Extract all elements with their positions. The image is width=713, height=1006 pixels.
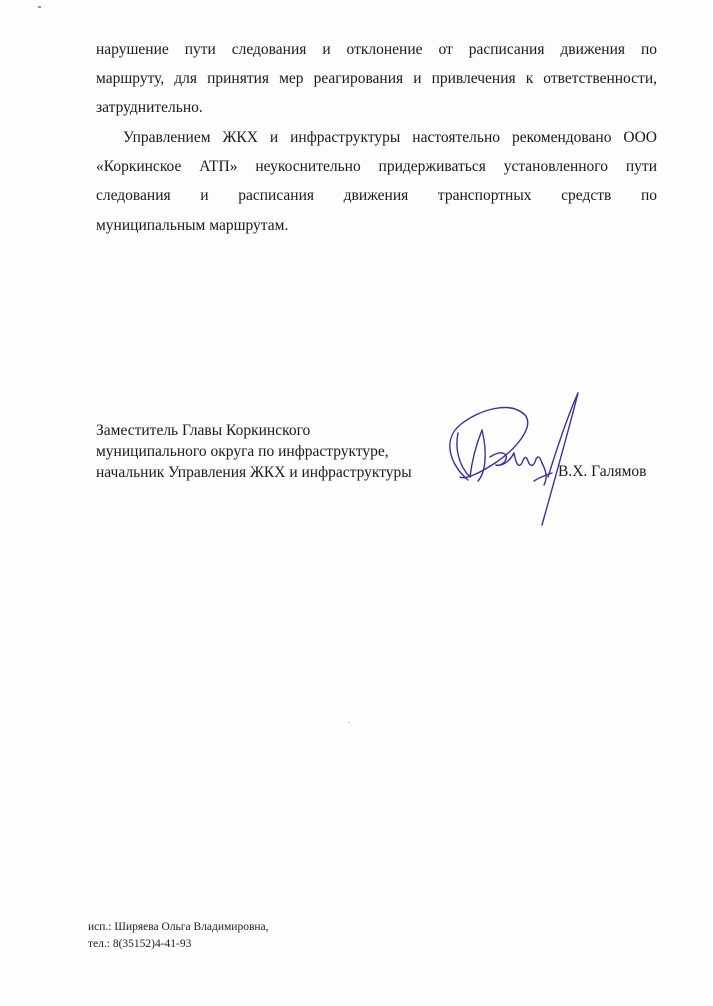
body-line: «Коркинское АТП» неукоснительно придерживаться установленного пути xyxy=(96,158,657,175)
scan-artifact xyxy=(348,722,350,723)
body-line: маршруту, для принятия мер реагирования и привлечения к ответственности, xyxy=(96,70,657,87)
signatory-title-line: муниципального округа по инфраструктуре, xyxy=(96,443,389,460)
scan-artifact xyxy=(38,6,41,8)
body-line: нарушение пути следования и отклонение от расписания движения по xyxy=(96,41,657,58)
signatory-title xyxy=(96,420,412,483)
body-line: следования и расписания движения транспортных средств по xyxy=(96,187,657,204)
signatory-title-line: начальник Управления ЖКХ и инфраструктуры xyxy=(96,464,412,481)
body-line: затруднительно. xyxy=(96,99,203,116)
executor-phone: тел.: 8(35152)4-41-93 xyxy=(88,938,192,950)
handwritten-signature xyxy=(430,385,590,535)
signatory-title-line: Заместитель Главы Коркинского xyxy=(96,422,311,439)
body-line: Управлением ЖКХ и инфраструктуры настоятельно рекомендовано ООО xyxy=(123,129,657,146)
signatory-name: В.Х. Галямов xyxy=(558,463,647,480)
body-line: муниципальным маршрутам. xyxy=(96,217,289,234)
executor-name: исп.: Ширяева Ольга Владимировна, xyxy=(88,921,269,933)
executor-footer xyxy=(88,919,269,953)
